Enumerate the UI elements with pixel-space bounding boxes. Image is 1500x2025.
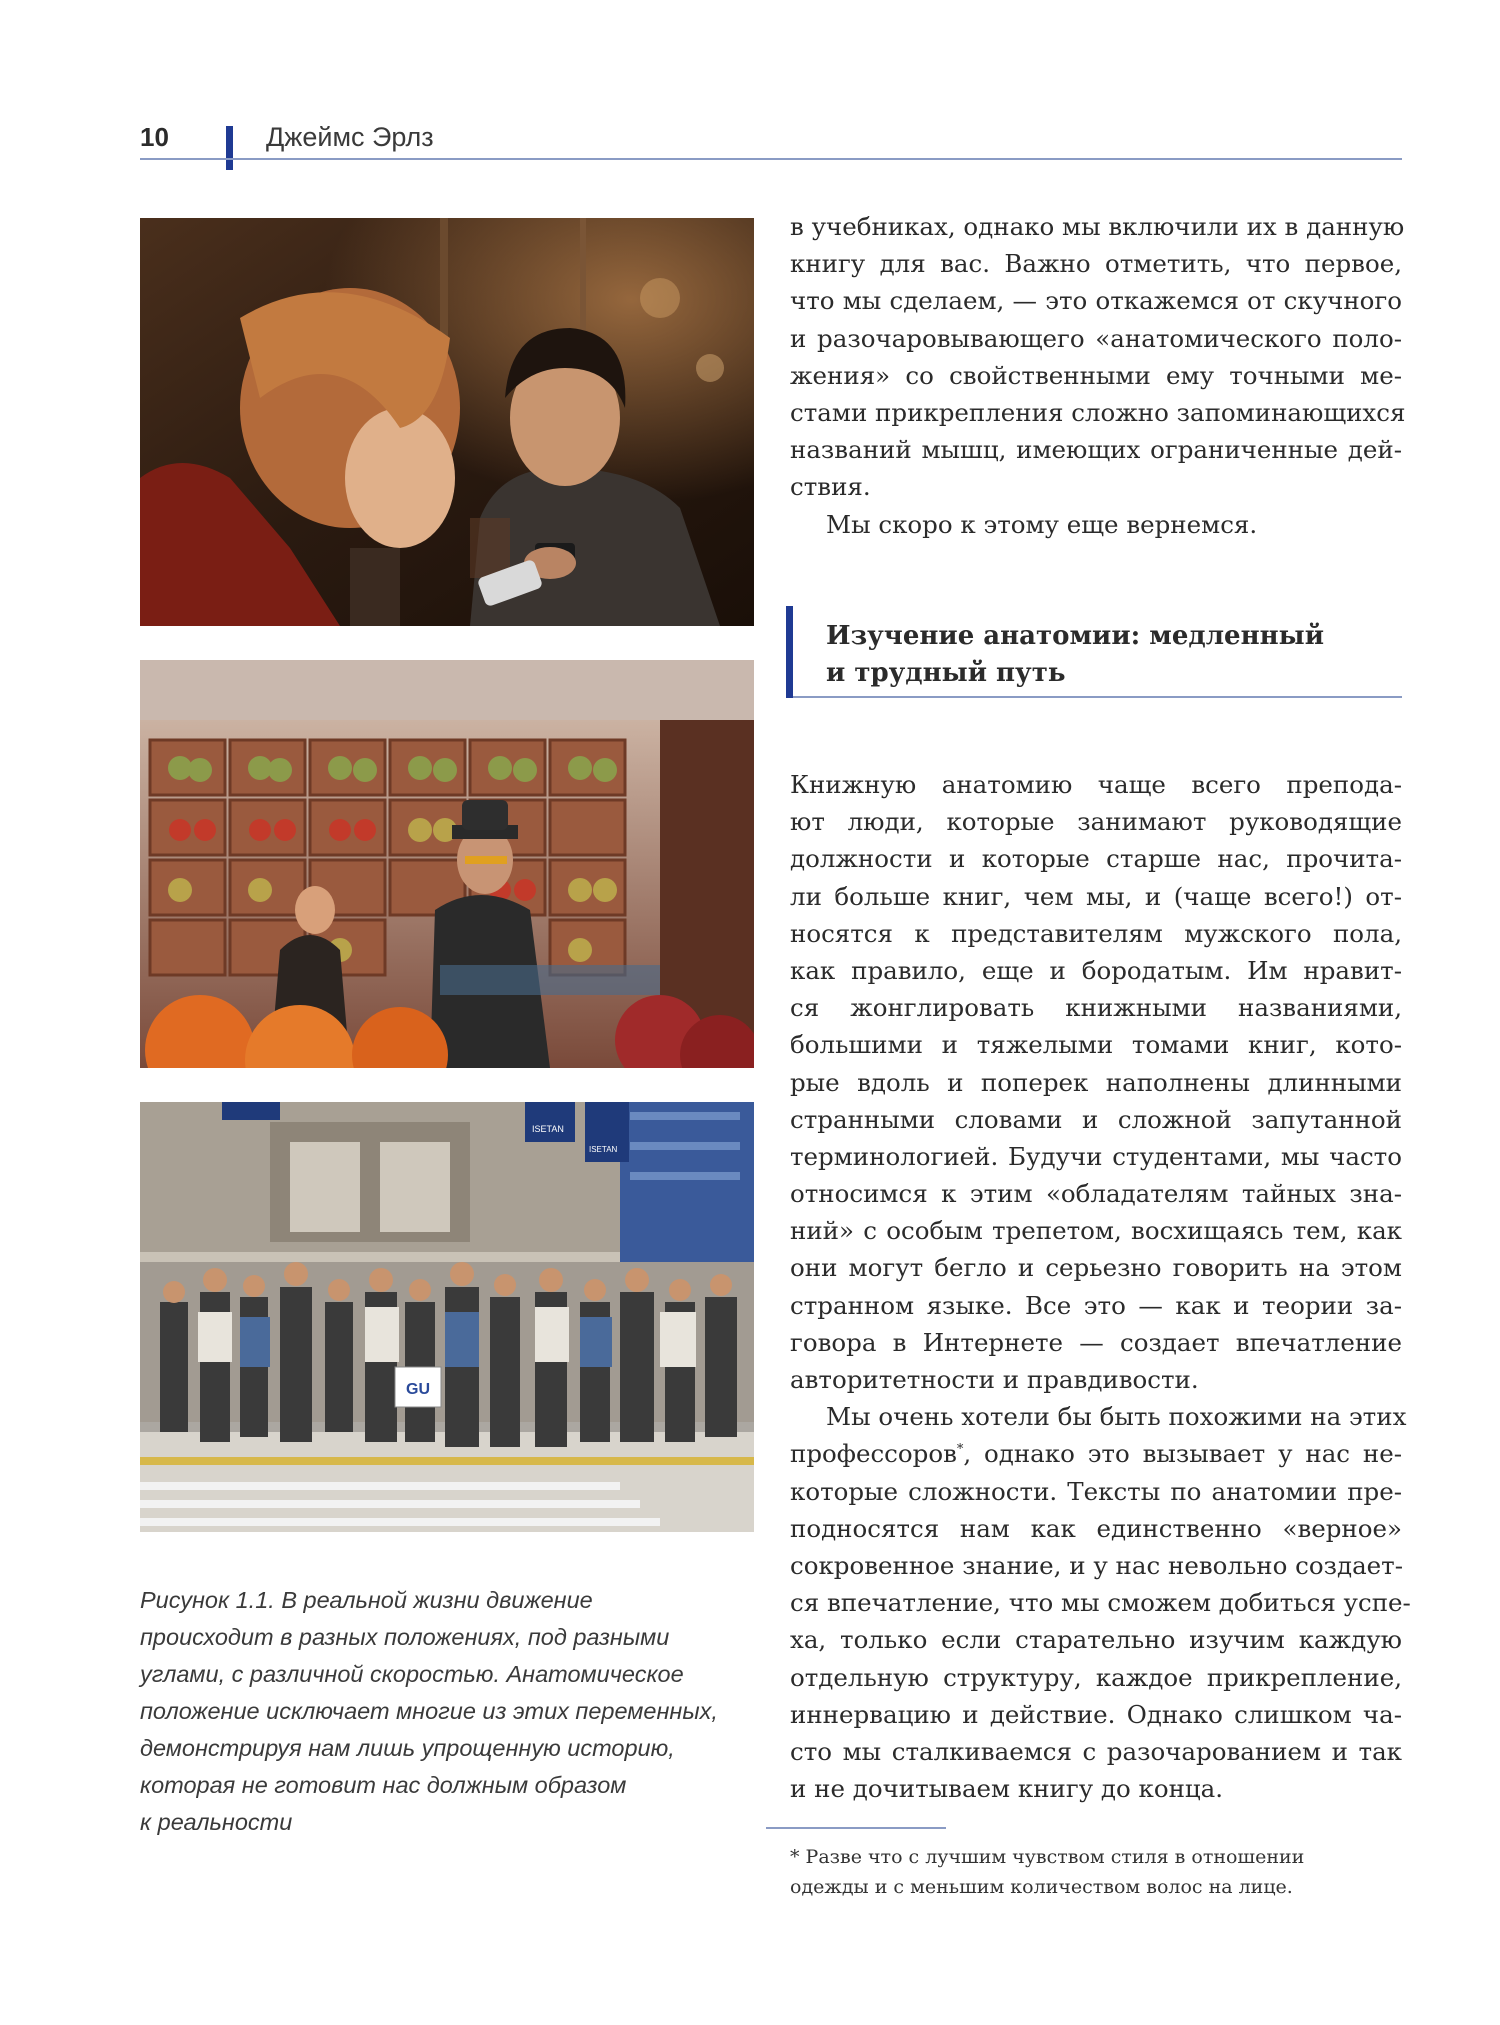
text-line: говора в Интернете — создает впечатление (790, 1327, 1402, 1357)
footnote-reference[interactable]: * (956, 1442, 964, 1458)
text-line: рые вдоль и поперек наполнены длинными (790, 1067, 1402, 1097)
text-line: ют люди, которые занимают руководящие (790, 807, 1402, 837)
caption-line: демонстрируя нам лишь упрощенную историю, (140, 1735, 675, 1761)
text-line: подносятся нам как единственно «верное» (790, 1513, 1402, 1543)
text-line: большими и тяжелыми томами книг, кото- (790, 1030, 1402, 1060)
page-number: 10 (140, 122, 169, 152)
heading-accent-bar (786, 606, 793, 698)
text-line: в учебниках, однако мы включили их в данную (790, 212, 1405, 241)
body-text (790, 766, 1411, 1807)
text-line: ний» с особым трепетом, восхищаясь тем, как (790, 1216, 1402, 1246)
photo-fruit-market (140, 660, 754, 1068)
text-line: странными словами и сложной запутанной (790, 1104, 1402, 1134)
heading-rule (793, 696, 1402, 698)
footnote-rule (766, 1827, 946, 1829)
text-line: авторитетности и правдивости. (790, 1365, 1199, 1394)
caption-line: происходит в разных положениях, под разными (140, 1624, 670, 1650)
text-line: книгу для вас. Важно отметить, что первое, (790, 249, 1402, 279)
text-line: относимся к этим «обладателям тайных зна- (790, 1179, 1402, 1209)
text-fragment: , однако это вызывает у нас не- (963, 1439, 1402, 1469)
paragraph-2 (790, 1398, 1411, 1807)
text-line: и не дочитываем книгу до конца. (790, 1774, 1224, 1804)
text-line: ся впечатление, что мы сможем добиться успе- (790, 1588, 1411, 1618)
paragraph-1 (790, 766, 1402, 1398)
text-line: как правило, еще и бородатым. Им нравит- (790, 955, 1402, 985)
text-fragment: профессоров (790, 1439, 957, 1469)
sign-isetan-1 (525, 1102, 575, 1142)
caption-line: к реальности (140, 1809, 293, 1835)
text-line: иннервацию и действие. Однако слишком ча- (790, 1699, 1402, 1729)
header-accent-bar (226, 126, 233, 170)
text-line: названий мышц, имеющих ограниченные дей- (790, 435, 1402, 465)
caption-line: углами, с различной скоростью. Анатомическое (140, 1661, 684, 1687)
text-line: жения» со свойственными ему точными ме- (790, 360, 1402, 390)
header-rule (140, 158, 1402, 160)
footnote (790, 1842, 1402, 1902)
text-line (790, 1435, 1402, 1472)
section-heading (786, 606, 1402, 698)
text-line: Мы очень хотели бы быть похожими на этих (826, 1402, 1407, 1432)
photo-street-crowd (140, 1102, 754, 1532)
text-line: и разочаровывающего «анатомического поло- (790, 323, 1402, 353)
text-line: стами прикрепления сложно запоминающихся (790, 397, 1406, 427)
running-head-author: Джеймс Эрлз (266, 122, 434, 152)
sign-isetan-1-text: ISETAN (532, 1124, 564, 1134)
text-line: ствия. (790, 472, 871, 502)
section-title (826, 618, 1324, 692)
text-line: должности и которые старше нас, прочита- (790, 844, 1402, 874)
intro-paragraph (790, 208, 1406, 543)
sign-isetan-2-text: ISETAN (589, 1145, 618, 1154)
text-line: они могут бегло и серьезно говорить на этом (790, 1253, 1402, 1283)
figure-caption (140, 1582, 760, 1841)
text-line: что мы сделаем, — это откажемся от скучного (790, 286, 1402, 316)
caption-line: которая не готовит нас должным образом (140, 1772, 627, 1798)
gu-bag-text: GU (406, 1381, 430, 1398)
running-header (140, 120, 1402, 170)
footnote-line: одежды и с меньшим количеством волос на лице. (790, 1876, 1293, 1898)
text-line: терминологией. Будучи студентами, мы часто (790, 1141, 1402, 1171)
text-line: ли больше книг, чем мы, и (чаще всего!) от- (790, 881, 1402, 911)
section-title-line: Изучение анатомии: медленный (826, 621, 1324, 651)
text-line: Мы скоро к этому еще вернемся. (826, 509, 1258, 539)
text-line: Книжную анатомию чаще всего препода- (790, 770, 1402, 799)
text-line: сто мы сталкиваемся с разочарованием и так (790, 1736, 1402, 1766)
caption-line: положение исключает многие из этих переменных, (140, 1698, 718, 1724)
text-line: сокровенное знание, и у нас невольно создает- (790, 1550, 1404, 1580)
section-title-line: и трудный путь (826, 658, 1066, 688)
caption-line: Рисунок 1.1. В реальной жизни движение (140, 1587, 593, 1613)
footnote-line: * Разве что с лучшим чувством стиля в отношении (790, 1846, 1305, 1868)
photo-people-with-phones (140, 218, 754, 626)
text-line: которые сложности. Тексты по анатомии пре- (790, 1476, 1402, 1506)
text-line: отдельную структуру, каждое прикрепление, (790, 1662, 1402, 1692)
text-line: ха, только если старательно изучим каждую (790, 1625, 1402, 1655)
text-line: ся жонглировать книжными названиями, (790, 993, 1402, 1023)
text-line: носятся к представителям мужского пола, (790, 918, 1402, 948)
text-line: странном языке. Все это — как и теории за- (790, 1290, 1402, 1320)
